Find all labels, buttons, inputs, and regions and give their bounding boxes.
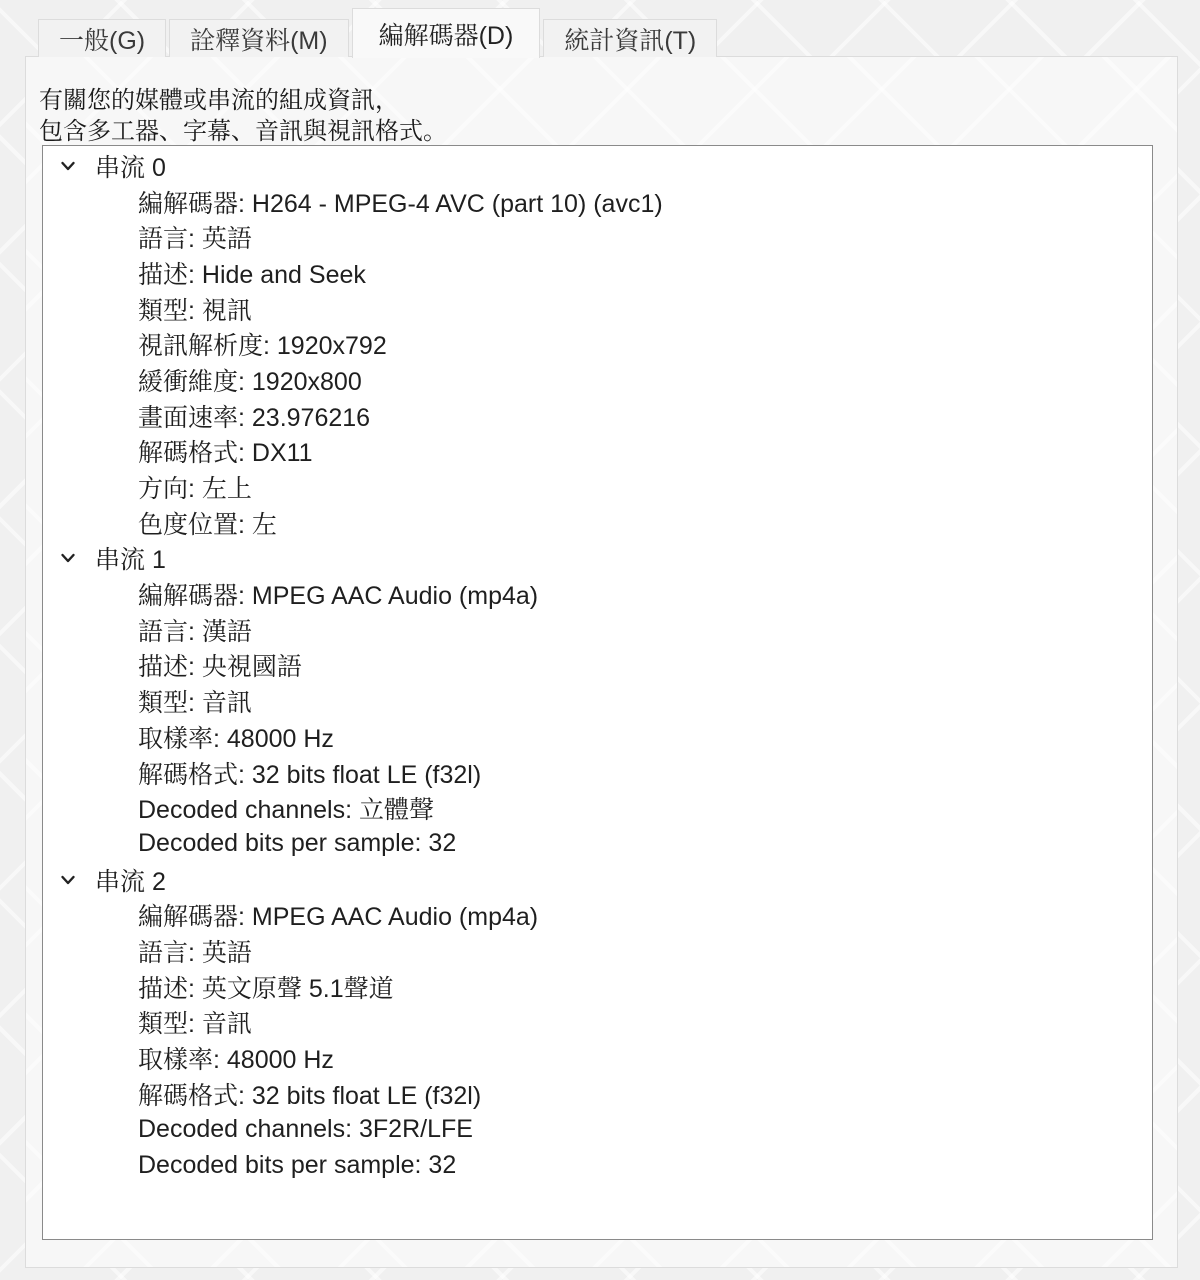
tree-item-property[interactable]: Decoded channels: 3F2R/LFE <box>138 1114 473 1143</box>
tree-item-property[interactable]: 解碼格式: 32 bits float LE (f32l) <box>138 1081 482 1110</box>
tree-item-stream-2[interactable] <box>43 862 1152 898</box>
stream-label: 串流 0 <box>95 153 166 182</box>
tab-bar <box>38 0 720 57</box>
tree-item-property[interactable]: 緩衝維度: 1920x800 <box>138 367 362 396</box>
chevron-down-icon[interactable] <box>58 870 78 890</box>
tree-item-property[interactable]: 類型: 視訊 <box>138 296 252 325</box>
tree-item-property[interactable]: 類型: 音訊 <box>138 1010 252 1039</box>
codec-tab-panel <box>25 56 1178 1268</box>
tree-item-property[interactable]: 描述: 央視國語 <box>138 653 302 682</box>
tree-item-property[interactable]: 語言: 英語 <box>138 938 252 967</box>
description-line-2: 包含多工器、字幕、音訊與視訊格式。 <box>39 118 447 145</box>
tab-statistics[interactable]: 統計資訊(T) <box>543 19 717 57</box>
tree-item-property[interactable]: 色度位置: 左 <box>138 510 277 539</box>
tree-item-property[interactable]: 畫面速率: 23.976216 <box>138 403 371 432</box>
tree-item-stream-0[interactable] <box>43 148 1152 184</box>
tree-item-property[interactable]: 視訊解析度: 1920x792 <box>138 332 387 361</box>
tree-item-stream-1[interactable] <box>43 541 1152 577</box>
tree-item-property[interactable]: 方向: 左上 <box>138 475 252 504</box>
chevron-down-icon[interactable] <box>58 156 78 176</box>
tree-item-property[interactable]: 編解碼器: MPEG AAC Audio (mp4a) <box>138 903 539 932</box>
tab-general[interactable]: 一般(G) <box>38 19 166 57</box>
tab-metadata[interactable]: 詮釋資料(M) <box>169 19 348 57</box>
tab-codec[interactable]: 編解碼器(D) <box>352 8 541 58</box>
tree-item-property[interactable]: 解碼格式: DX11 <box>138 439 313 468</box>
stream-label: 串流 2 <box>95 867 166 896</box>
tree-item-property[interactable]: 編解碼器: H264 - MPEG-4 AVC (part 10) (avc1) <box>138 189 663 218</box>
tree-item-property[interactable]: 取樣率: 48000 Hz <box>138 1046 334 1075</box>
tree-item-property[interactable]: 類型: 音訊 <box>138 689 252 718</box>
tree-item-property[interactable]: Decoded bits per sample: 32 <box>138 1150 457 1179</box>
stream-tree <box>42 145 1153 1240</box>
tree-item-property[interactable]: Decoded channels: 立體聲 <box>138 796 434 825</box>
stream-label: 串流 1 <box>95 546 166 575</box>
tree-item-property[interactable]: 語言: 英語 <box>138 225 252 254</box>
chevron-down-icon[interactable] <box>58 548 78 568</box>
tree-item-property[interactable]: 語言: 漢語 <box>138 617 252 646</box>
tree-item-property[interactable]: Decoded bits per sample: 32 <box>138 829 457 858</box>
tree-item-property[interactable]: 描述: Hide and Seek <box>138 260 366 289</box>
tree-item-property[interactable]: 取樣率: 48000 Hz <box>138 724 334 753</box>
tree-item-property[interactable]: 編解碼器: MPEG AAC Audio (mp4a) <box>138 582 539 611</box>
description-line-1: 有關您的媒體或串流的組成資訊， <box>39 87 399 114</box>
tree-item-property[interactable]: 描述: 英文原聲 5.1聲道 <box>138 974 394 1003</box>
tree-item-property[interactable]: 解碼格式: 32 bits float LE (f32l) <box>138 760 482 789</box>
panel-description <box>39 85 447 147</box>
